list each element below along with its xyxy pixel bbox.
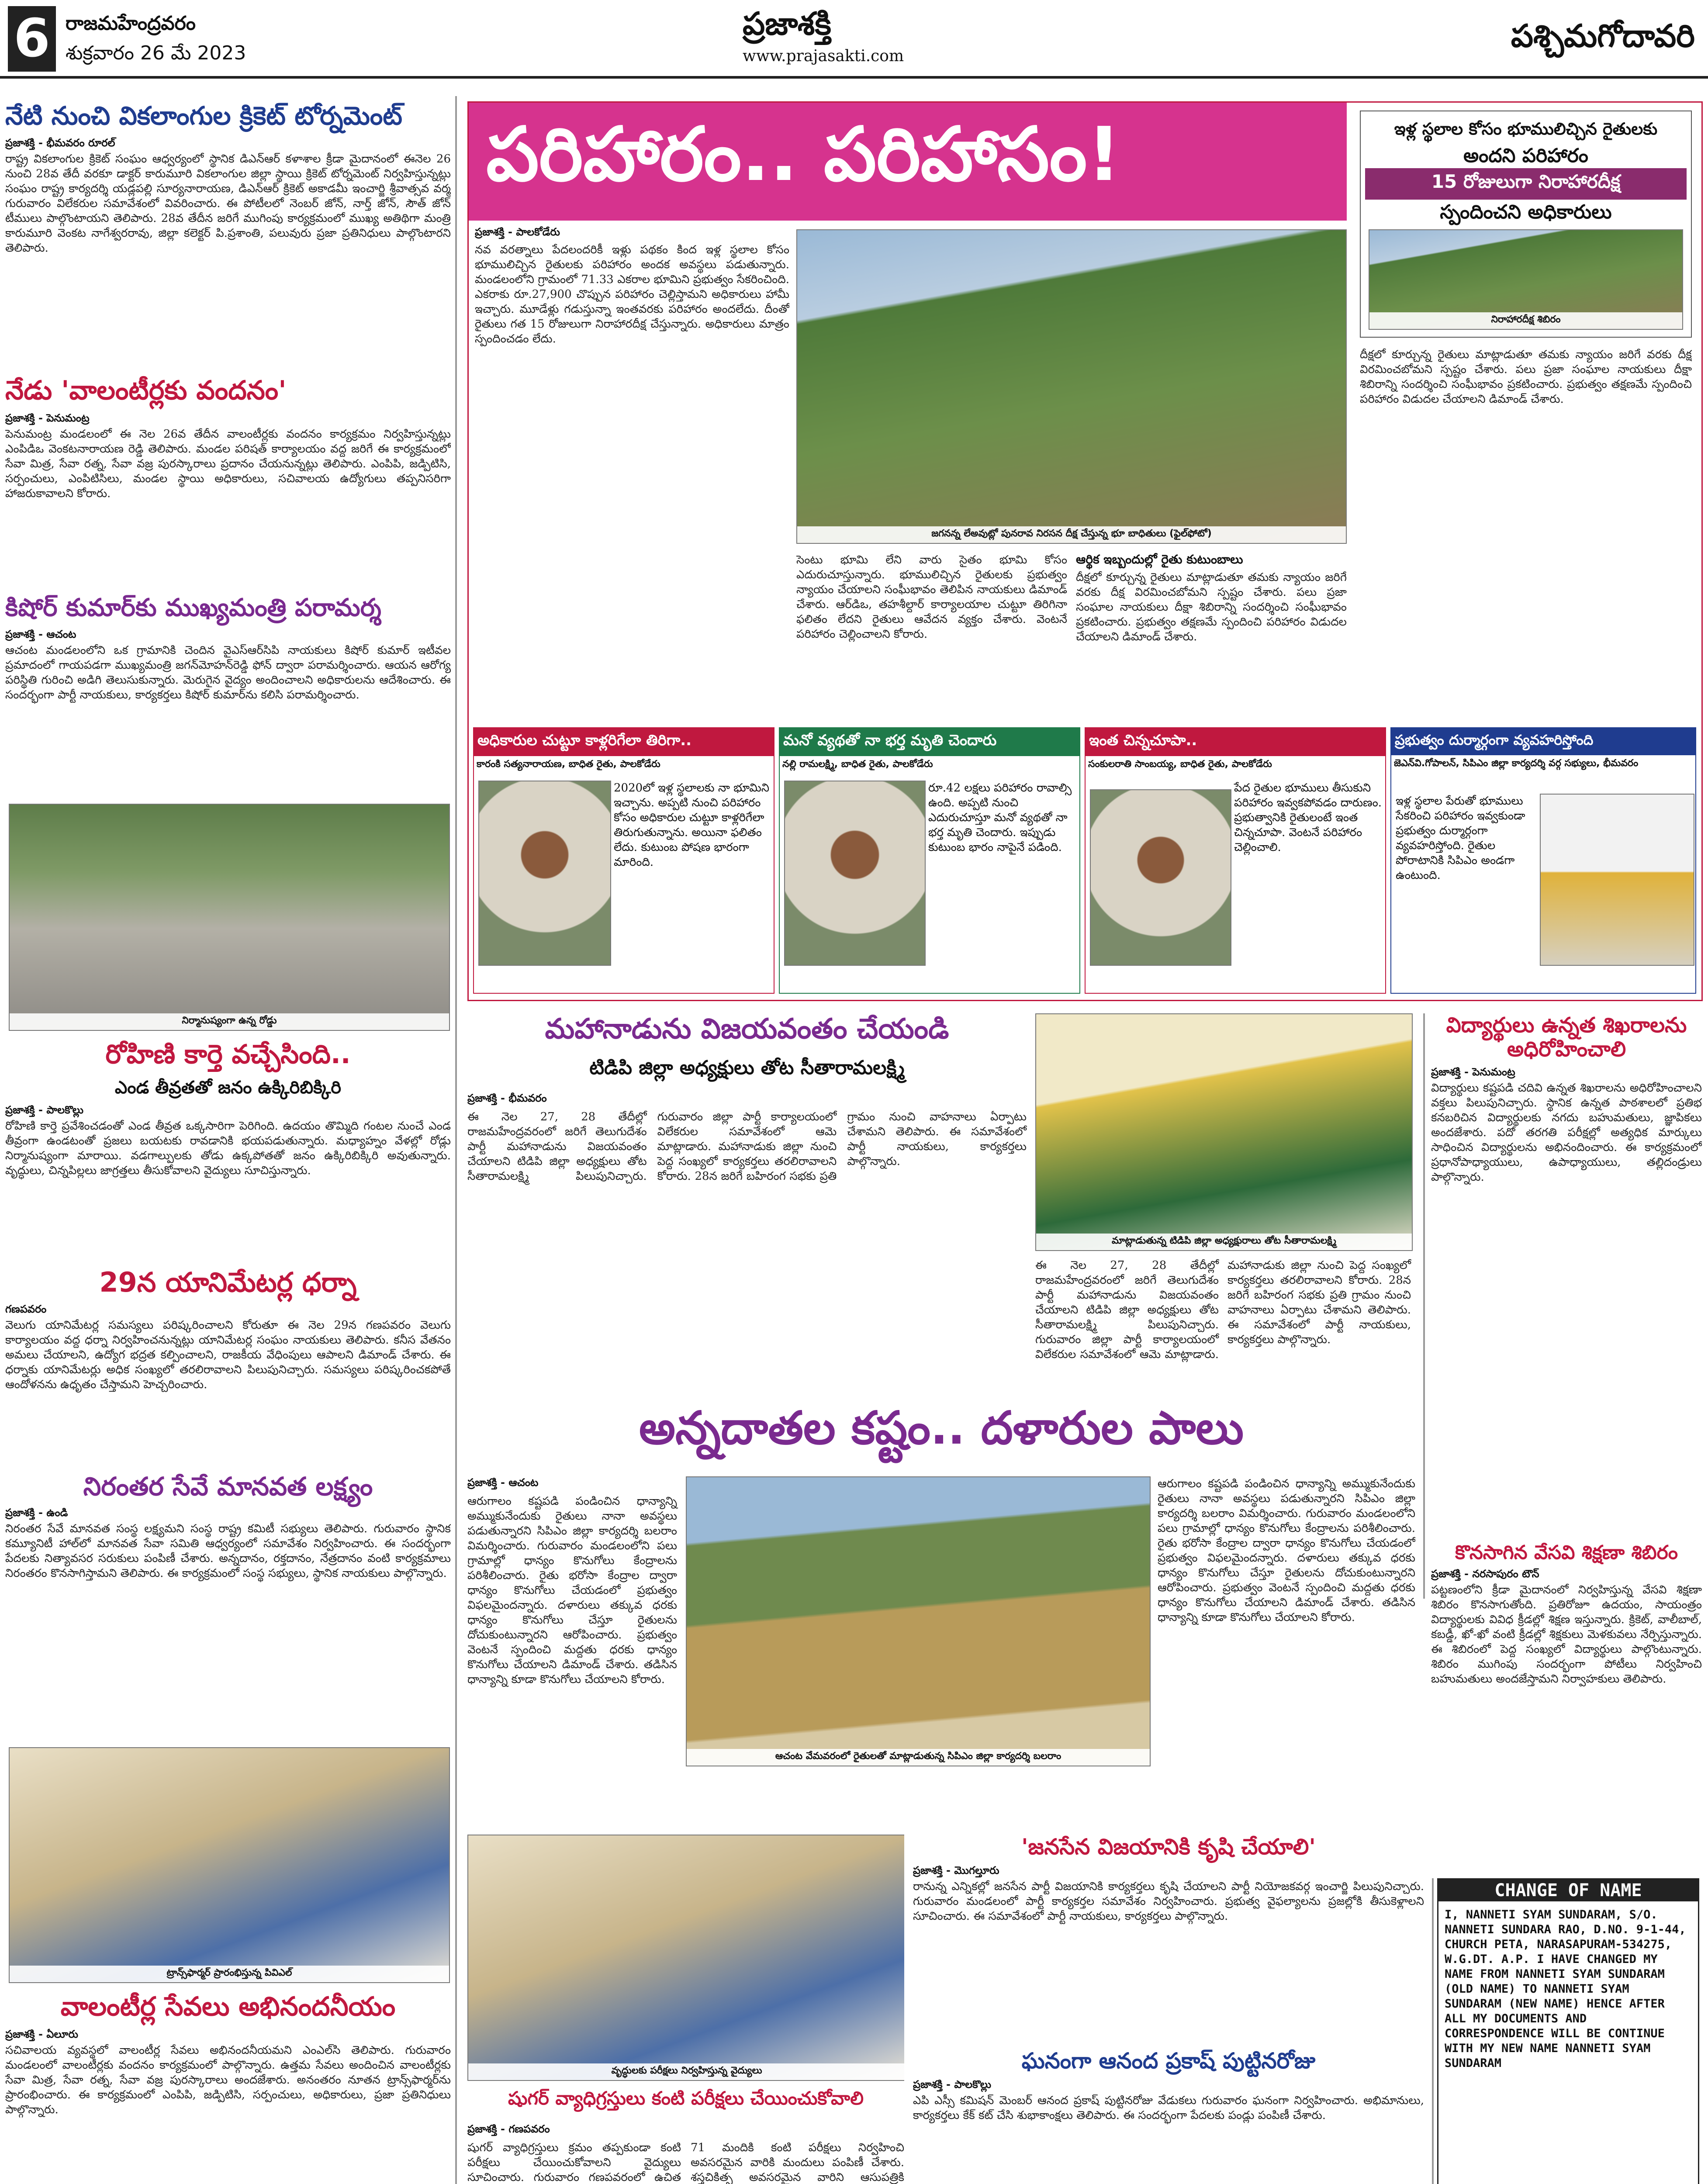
story-body: సచివాలయ వ్యవస్థలో వాలంటీర్ల సేవలు అభినందనీయమని ఎంఎల్‌సి తెలిపారు. గురువారం మండలంలో వాలంటీర్లకు వందనం కార్యక్రమంలో పాల్గొన్నారు. ఉత్తమ సేవలు అందించిన వాలంటీర్లకు సేవా మిత్ర, సేవా రత్న, సేవా వజ్ర పురస్కారాలు అందజేశారు. అనంతరం నూతన ట్రాన్స్‌ఫార్మర్‌ను ప్రారంభించారు. ఈ కార్యక్రమంలో ఎంపిపి, జడ్పిటిసి, సర్పంచులు, అధికారులు, ప్రజా ప్రతినిధులు పాల్గొన్నారు. <box>5 2044 451 2116</box>
story-body: ఆరుగాలం కష్టపడి పండించిన ధాన్యాన్ని అమ్ముకునేందుకు రైతులు నానా అవస్థలు పడుతున్నారని సిపిఎం జిల్లా కార్యదర్శి బలరాం విమర్శించారు. గురువారం మండలంలోని పలు గ్రామాల్లో ధాన్యం కొనుగోలు కేంద్రాలను పరిశీలించారు. రైతు భరోసా కేంద్రాల ద్వారా ధాన్యం కొనుగోలు చేయడంలో ప్రభుత్వం విఫలమైందన్నారు. దళారులు తక్కువ ధరకు ధాన్యం కొనుగోలు చేస్తూ రైతులను దోచుకుంటున్నారని ఆరోపించారు. ప్రభుత్వం వెంటనే స్పందించి మద్దతు ధరకు ధాన్యం కొనుగోలు చేయాలని డిమాండ్ చేశారు. తడిసిన ధాన్యాన్ని కూడా కొనుగోలు చేయాలని కోరారు. <box>467 1495 677 1686</box>
district: పశ్చిమగోదావరి <box>1511 17 1695 54</box>
page-number-box <box>8 6 56 72</box>
date: శుక్రవారం 26 మే 2023 <box>66 42 246 64</box>
story-mahanadu <box>467 1013 1415 1398</box>
transformer-photo <box>9 1747 450 1983</box>
change-of-name-notice <box>1437 1878 1699 2184</box>
story-volunteers-thanks <box>5 376 451 577</box>
dateline: ప్రజాశక్తి - ఆచంట <box>467 1476 539 1489</box>
story-body-col-1: నవ వరత్నాలు పేదలందరికీ ఇళ్లు పథకం కింద ఇళ్ల స్థలాల కోసం భూములిచ్చిన రైతులకు పరిహారం అందక అవస్థలు పడుతున్నారు. మండలంలోని గ్రామంలో 71.33 ఎకరాల భూమిని ప్రభుత్వం సేకరించింది. ఎకరాకు రూ.27,900 చొప్పున పరిహారం చెల్లిస్తామని అధికారులు హామీ ఇచ్చారు. మూడేళ్లు గడుస్తున్నా ఇంతవరకు పరిహారం అందలేదు. దీంతో రైతులు గత 15 రోజులుగా నిరాహారదీక్ష చేస్తున్నారు. అధికారులు మాత్రం స్పందించడం లేదు. <box>475 243 789 346</box>
edition: రాజమహేంద్రవరం <box>66 12 196 35</box>
notice-title: CHANGE OF NAME <box>1438 1880 1698 1901</box>
headline: 29న యానిమేటర్ల ధర్నా <box>99 1267 357 1298</box>
story-body-col-3: ఆర్థిక ఇబ్బందుల్లో రైతు కుటుంబాలు దీక్షలో కూర్చున్న రైతులు మాట్లాడుతూ తమకు న్యాయం జరిగే వరకు దీక్ష విరమించబోమని స్పష్టం చేశారు. పలు ప్రజా సంఘాల నాయకులు దీక్షా శిబిరాన్ని సందర్శించి సంఘీభావం ప్రకటించారు. ప్రభుత్వం తక్షణమే స్పందించి పరిహారం విడుదల చేయాలని డిమాండ్ చేశారు. <box>1076 553 1347 644</box>
story-body-cont: ఈ నెల 27, 28 తేదీల్లో రాజమహేంద్రవరంలో జరిగే తెలుగుదేశం పార్టీ మహానాడును విజయవంతం చేయాలని టిడిపి జిల్లా అధ్యక్షులు తోట సీతారామలక్ష్మి పిలుపునిచ్చారు. గురువారం జిల్లా పార్టీ కార్యాలయంలో విలేకరుల సమావేశంలో ఆమె మాట్లాడారు. మహానాడుకు జిల్లా నుంచి పెద్ద సంఖ్యలో కార్యకర్తలు తరలిరావాలని కోరారు. 28న జరిగే బహిరంగ సభకు ప్రతి గ్రామం నుంచి వాహనాలు ఏర్పాటు చేశామని తెలిపారు. ఈ సమావేశంలో పార్టీ నాయకులు, కార్యకర్తలు పాల్గొన్నారు. <box>1035 1259 1411 1361</box>
dateline: ప్రజాశక్తి - పెనుమంట్ర <box>5 412 90 424</box>
sidebar-box <box>1360 111 1692 338</box>
story-body: షుగర్ వ్యాధిగ్రస్తులు క్రమం తప్పకుండా కంటి పరీక్షలు చేయించుకోవాలని వైద్యులు సూచించారు. గురువారం గణపవరంలో ఉచిత 71 మందికి కంటి పరీక్షలు నిర్వహించి అవసరమైన వారికి మందులు పంపిణీ చేశారు. శస్త్రచికిత్స అవసరమైన వారిని ఆసుపత్రికి <box>467 2141 904 2184</box>
subhead: టిడిపి జిల్లా అధ్యక్షులు తోట సీతారామలక్ష్మి <box>589 1057 905 1079</box>
headline: రోహిణి కార్తె వచ్చేసింది.. <box>105 1040 351 1070</box>
headline: కొనసాగిన వేసవి శిక్షణా శిబిరం <box>1455 1542 1678 1564</box>
story-kishore <box>5 594 451 795</box>
sidebar-line-2: అందని పరిహారం <box>1463 145 1588 167</box>
column-divider <box>1432 1878 1434 2184</box>
dateline: ప్రజాశక్తి - భీమవరం <box>467 1092 547 1104</box>
feature-banner <box>469 103 1347 221</box>
story-body-cont: ఆరుగాలం కష్టపడి పండించిన ధాన్యాన్ని అమ్ముకునేందుకు రైతులు నానా అవస్థలు పడుతున్నారని సిపిఎం జిల్లా కార్యదర్శి బలరాం విమర్శించారు. గురువారం మండలంలోని పలు గ్రామాల్లో ధాన్యం కొనుగోలు కేంద్రాలను పరిశీలించారు. రైతు భరోసా కేంద్రాల ద్వారా ధాన్యం కొనుగోలు చేయడంలో ప్రభుత్వం విఫలమైందన్నారు. దళారులు తక్కువ ధరకు ధాన్యం కొనుగోలు చేస్తూ రైతులను దోచుకుంటున్నారని ఆరోపించారు. ప్రభుత్వం వెంటనే స్పందించి మద్దతు ధరకు ధాన్యం కొనుగోలు చేయాలని డిమాండ్ చేశారు. తడిసిన ధాన్యాన్ని కూడా కొనుగోలు చేయాలని కోరారు. <box>1158 1477 1415 1624</box>
dateline: ప్రజాశక్తి - ఆచంట <box>5 628 76 641</box>
hunger-strike-photo <box>796 229 1347 544</box>
quote-body: 2020లో ఇళ్ల స్థలాలకు నా భూమిని ఇచ్చాను. అప్పటి నుంచి పరిహారం కోసం అధికారుల చుట్టూ కాళ్లరిగేలా తిరుగుతున్నాను. అయినా ఫలితం లేదు. కుటుంబ పోషణ భారంగా మారింది. <box>614 781 769 869</box>
dateline: గణపవరం <box>5 1303 47 1316</box>
photo-caption: ట్రాన్స్‌ఫార్మర్ ప్రారంభిస్తున్న పివిఎల్ <box>10 1966 449 1982</box>
dateline: ప్రజాశక్తి - భీమవరం రూరల్ <box>5 136 115 149</box>
farmer-portrait <box>1090 789 1231 966</box>
story-service <box>5 1472 451 1734</box>
sub-label: ఆర్థిక ఇబ్బందుల్లో రైతు కుటుంబాలు <box>1076 553 1243 567</box>
quote-body: ఇళ్ల స్థలాల పేరుతో భూములు సేకరించి పరిహారం ఇవ్వకుండా ప్రభుత్వం దుర్మార్గంగా వ్యవహరిస్తోంది. రైతుల పోరాటానికి సిపిఎం అండగా ఉంటుంది. <box>1396 795 1525 882</box>
column-divider <box>1423 1013 1425 1599</box>
story-body: వెలుగు యానిమేటర్ల సమస్యలు పరిష్కరించాలని కోరుతూ ఈ నెల 29న గణపవరం వెలుగు కార్యాలయం వద్ద ధర్నా నిర్వహించనున్నట్లు యానిమేటర్ల సంఘం నాయకులు తెలిపారు. కనీస వేతనం అమలు చేయాలని, ఉద్యోగ భద్రత కల్పించాలని, రాజకీయ వేధింపులు ఆపాలని డిమాండ్ చేశారు. ఈ ధర్నాకు యానిమేటర్లు అధిక సంఖ్యలో తరలిరావాలని పిలుపునిచ్చారు. సమస్యలు పరిష్కరించకపోతే ఆందోళనను ఉధృతం చేస్తామని హెచ్చరించారు. <box>5 1319 451 1392</box>
quote-title: అధికారుల చుట్టూ కాళ్లరిగేలా తిరిగా.. <box>474 728 774 756</box>
quote-name: నల్లి రామలక్ష్మి, బాధిత రైతు, పాలకోడేరు <box>782 759 933 770</box>
photo-caption: జగనన్న లేఅవుట్లో పునరావ నిరసన దీక్ష చేస్తున్న భూ బాధితులు (ఫైల్‌ఫోటో) <box>797 526 1346 543</box>
sidebar-line-4: స్పందించని అధికారులు <box>1440 201 1612 223</box>
column-divider <box>455 96 457 2184</box>
story-annadata <box>467 1402 1415 1830</box>
quote-box-2 <box>779 727 1080 994</box>
story-body: రోహిణి కార్తె ప్రవేశించడంతో ఎండ తీవ్రత ఒక్కసారిగా పెరిగింది. ఉదయం తొమ్మిది గంటల నుంచే ఎండ తీవ్రంగా ఉండటంతో ప్రజలు బయటకు రావడానికి భయపడుతున్నారు. మధ్యాహ్నం వేళల్లో రోడ్లు నిర్మానుష్యంగా మారాయి. వడగాల్పులకు తోడు ఉక్కపోతతో జనం ఉక్కిరిబిక్కిరి అవుతున్నారు. వృద్ధులు, చిన్నపిల్లలు జాగ్రత్తలు తీసుకోవాలని వైద్యులు సూచిస్తున్నారు. <box>5 1120 451 1177</box>
headline: నేడు 'వాలంటీర్లకు వందనం' <box>5 376 287 406</box>
mahanadu-photo <box>1035 1013 1413 1251</box>
sidebar-photo <box>1369 229 1683 330</box>
quote-body: రూ.42 లక్షలు పరిహారం రావాల్సి ఉంది. అప్పటి నుంచి ఎదురుచూస్తూ మనో వ్యథతో నా భర్త మృతి చెందారు. ఇప్పుడు కుటుంబ భారం నాపైనే పడింది. <box>928 781 1072 854</box>
photo-caption: నిరాహారదీక్ష శిబిరం <box>1369 312 1682 329</box>
website: www.prajasakti.com <box>743 47 904 65</box>
headline: పరిహారం.. పరిహాసం! <box>486 111 1121 198</box>
story-body-col-2: సెంటు భూమి లేని వారు సైతం భూమి కోసం ఎదురుచూస్తున్నారు. భూములిచ్చిన రైతులకు ప్రభుత్వం న్యాయం చేయాలని సంఘీభావం తెలిపిన నాయకులు డిమాండ్ చేశారు. ఆర్‌డిఒ, తహశీల్దార్ కార్యాలయాల చుట్టూ తిరిగినా ఫలితం లేదని రైతులు ఆవేదన వ్యక్తం చేశారు. వెంటనే పరిహారం చెల్లించాలని కోరారు. <box>796 553 1067 641</box>
dateline: ప్రజాశక్తి - గణపవరం <box>467 2123 550 2135</box>
story-birthday <box>913 2049 1424 2184</box>
story-body: ఆచంట మండలంలోని ఒక గ్రామానికి చెందిన వైఎస్‌ఆర్‌సిపి నాయకులు కిషోర్ కుమార్ ఇటీవల ప్రమాదంలో గాయపడగా ముఖ్యమంత్రి జగన్‌మోహన్‌రెడ్డి ఫోన్ ద్వారా పరామర్శించారు. ఆయన ఆరోగ్య పరిస్థితి గురించి అడిగి తెలుసుకున్నారు. మెరుగైన వైద్యం అందించాలని అధికారులను ఆదేశించారు. ఈ సందర్భంగా పార్టీ నాయకులు, కార్యకర్తలు కిషోర్ కుమార్‌ను కలిసి పరామర్శించారు. <box>5 644 451 702</box>
headline: వాలంటీర్ల సేవలు అభినందనీయం <box>60 1992 396 2022</box>
story-body: ఎపి ఎస్సీ కమిషన్ మెంబర్ ఆనంద ప్రకాష్ పుట్టినరోజు వేడుకలు గురువారం ఘనంగా నిర్వహించారు. అభిమానులు, కార్యకర్తలు కేక్ కట్ చేసి శుభాకాంక్షలు తెలిపారు. ఈ సందర్భంగా పేదలకు పండ్లు పంపిణీ చేశారు. <box>913 2094 1424 2122</box>
page-number: 6 <box>14 8 50 69</box>
leader-photo <box>1540 794 1694 966</box>
headline: నిరంతర సేవే మానవత లక్ష్యం <box>83 1472 373 1501</box>
dateline: ప్రజాశక్తి - పాలకొల్లు <box>913 2078 992 2091</box>
story-rohini <box>5 1040 451 1258</box>
masthead <box>0 0 1708 79</box>
story-body-col-4: దీక్షలో కూర్చున్న రైతులు మాట్లాడుతూ తమకు న్యాయం జరిగే వరకు దీక్ష విరమించబోమని స్పష్టం చేశారు. పలు ప్రజా సంఘాల నాయకులు దీక్షా శిబిరాన్ని సందర్శించి సంఘీభావం ప్రకటించారు. ప్రభుత్వం తక్షణమే స్పందించి పరిహారం విడుదల చేయాలని డిమాండ్ చేశారు. <box>1360 348 1692 406</box>
headline: విద్యార్థులు ఉన్నత శిఖరాలను అధిరోహించాలి <box>1446 1013 1687 1062</box>
story-body: పెనుమంట్ర మండలంలో ఈ నెల 26వ తేదీన వాలంటీర్లకు వందనం కార్యక్రమం నిర్వహిస్తున్నట్లు ఎంపిడిఒ వెంకటనారాయణ రెడ్డి తెలిపారు. మండల పరిషత్ కార్యాలయం వద్ద జరిగే ఈ కార్యక్రమంలో సేవా మిత్ర, సేవా రత్న, సేవా వజ్ర పురస్కారాలు ప్రదానం చేయనున్నట్లు తెలిపారు. ఎంపిపి, జడ్పిటిసి, సర్పంచులు, ఎంపిటిసిలు, మండల స్థాయి అధికారులు, సచివాలయ ఉద్యోగులు తప్పనిసరిగా హాజరుకావాలని కోరారు. <box>5 428 451 500</box>
headline: కిషోర్ కుమార్‌కు ముఖ్యమంత్రి పరామర్శ <box>5 594 381 622</box>
story-students <box>1431 1013 1702 1538</box>
farmer-portrait <box>478 781 611 966</box>
story-sports-camp <box>1431 1542 1702 1865</box>
quote-name: కారంకి సత్యనారాయణ, బాధిత రైతు, పాలకోడేరు <box>477 759 660 770</box>
photo-caption: మాట్లాడుతున్న టిడిపి జిల్లా అధ్యక్షురాలు తోట సీతారామలక్ష్మి <box>1036 1234 1412 1250</box>
quote-box-3 <box>1085 727 1386 994</box>
story-eye-camp <box>467 1835 904 2184</box>
headline: అన్నదాతల కష్టం.. దళారుల పాలు <box>639 1402 1244 1455</box>
dateline: ప్రజాశక్తి - ఉండి <box>5 1506 68 1519</box>
dateline: ప్రజాశక్తి - పాలకోడేరు <box>475 226 560 238</box>
dateline: ప్రజాశక్తి - ఏలూరు <box>5 2028 78 2040</box>
dateline: ప్రజాశక్తి - మొగల్తూరు <box>913 1864 999 1876</box>
dateline: ప్రజాశక్తి - పెనుమంట్ర <box>1431 1066 1515 1078</box>
eye-camp-photo <box>467 1835 904 2081</box>
subhead: ఎండ తీవ్రతతో జనం ఉక్కిరిబిక్కిరి <box>114 1078 342 1098</box>
photo-caption: ఆచంట వేమవరంలో రైతులతో మాట్లాడుతున్న సిపిఎం జిల్లా కార్యదర్శి బలరాం <box>687 1749 1150 1766</box>
headline: షుగర్ వ్యాధిగ్రస్తులు కంటి పరీక్షలు చేయించుకోవాలి <box>508 2087 864 2109</box>
headline: ఘనంగా ఆనంద ప్రకాష్ పుట్టినరోజు <box>1021 2049 1316 2073</box>
photo-caption: నిర్మానుష్యంగా ఉన్న రోడ్డు <box>10 1013 449 1030</box>
headline: మహానాడును విజయవంతం చేయండి <box>545 1013 949 1045</box>
quote-box-1 <box>473 727 774 994</box>
quote-title: ఇంత చిన్నచూపా.. <box>1086 728 1385 756</box>
story-body: ఈ నెల 27, 28 తేదీల్లో రాజమహేంద్రవరంలో జరిగే తెలుగుదేశం పార్టీ మహానాడును విజయవంతం చేయాలని టిడిపి జిల్లా అధ్యక్షులు తోట సీతారామలక్ష్మి పిలుపునిచ్చారు. గురువారం జిల్లా పార్టీ కార్యాలయంలో విలేకరుల సమావేశంలో ఆమె మాట్లాడారు. మహానాడుకు జిల్లా నుంచి పెద్ద సంఖ్యలో కార్యకర్తలు తరలిరావాలని కోరారు. 28న జరిగే బహిరంగ సభకు ప్రతి గ్రామం నుంచి వాహనాలు ఏర్పాటు చేశామని తెలిపారు. ఈ సమావేశంలో పార్టీ నాయకులు, కార్యకర్తలు పాల్గొన్నారు. <box>467 1110 1027 1183</box>
story-body: పట్టణంలోని క్రీడా మైదానంలో నిర్వహిస్తున్న వేసవి శిక్షణా శిబిరం కొనసాగుతోంది. ప్రతిరోజూ ఉదయం, సాయంత్రం విద్యార్థులకు వివిధ క్రీడల్లో శిక్షణ ఇస్తున్నారు. క్రికెట్, వాలీబాల్, కబడ్డీ, ఖో-ఖో వంటి క్రీడల్లో శిక్షకులు మెళకువలు నేర్పిస్తున్నారు. ఈ శిబిరంలో పెద్ద సంఖ్యలో విద్యార్థులు పాల్గొంటున్నారు. శిబిరం ముగింపు సందర్భంగా పోటీలు నిర్వహించి బహుమతులు అందజేస్తామని నిర్వాహకులు తెలిపారు. <box>1431 1583 1702 1686</box>
story-body: రానున్న ఎన్నికల్లో జనసేన పార్టీ విజయానికి కార్యకర్తలు కృషి చేయాలని పార్టీ నియోజకవర్గ ఇంచార్జి పిలుపునిచ్చారు. గురువారం మండలంలో పార్టీ కార్యకర్తల సమావేశం నిర్వహించారు. ప్రభుత్వ వైఫల్యాలను ప్రజల్లోకి తీసుకెళ్లాలని సూచించారు. ఈ సమావేశంలో పార్టీ నాయకులు, కార్యకర్తలు పాల్గొన్నారు. <box>913 1880 1424 1923</box>
story-cricket <box>5 101 451 289</box>
feature-parihaaram <box>467 101 1703 1001</box>
headline: నేటి నుంచి వికలాంగుల క్రికెట్ టోర్నమెంట్ <box>5 101 403 131</box>
sidebar-line-1: ఇళ్ల స్థలాల కోసం భూములిచ్చిన రైతులకు <box>1394 119 1658 138</box>
quote-title: మనో వ్యథతో నా భర్త మృతి చెందారు <box>780 728 1079 756</box>
dateline: ప్రజాశక్తి - పాలకొల్లు <box>5 1104 84 1116</box>
story-volunteer-services <box>5 1992 451 2184</box>
story-body: రాష్ట్ర వికలాంగుల క్రికెట్ సంఘం ఆధ్వర్యంలో స్థానిక డిఎన్ఆర్ కళాశాల క్రీడా మైదానంలో ఈనెల 26 నుంచి 28వ తేదీ వరకూ డాక్టర్ కారుమూరి వికలాంగుల జిల్లా స్థాయి క్రికెట్ టోర్నమెంట్ నిర్వహిస్తున్నట్లు సంఘం రాష్ట్ర కార్యదర్శి యడ్లపల్లి సూర్యనారాయణ, డిఎన్ఆర్ క్రికెట్ అకాడమీ ఇంచార్జి శ్రీవాత్సవ వర్మ గురువారం విలేకరుల సమావేశంలో వివరించారు. ఈ పోటీలలో నెంబర్ జోన్, నార్త్ జోన్, సౌత్ జోన్ టీములు పాల్గొంటాయని తెలిపారు. 28వ తేదీన జరిగే ముగింపు కార్యక్రమంలో ముఖ్య అతిథిగా మంత్రి కారుమూరి వెంకట నాగేశ్వరరావు, జిల్లా కలెక్టర్ పి.ప్రశాంతి, పలువురు ప్రజా ప్రతినిధులు పాల్గొంటారని తెలిపారు. <box>5 152 451 255</box>
quote-name: సంకులరాతి సాంబయ్య, బాధిత రైతు, పాలకోడేరు <box>1088 759 1272 770</box>
farmer-portrait <box>784 781 926 966</box>
story-body: విద్యార్థులు కష్టపడి చదివి ఉన్నత శిఖరాలను అధిరోహించాలని వక్తలు పిలుపునిచ్చారు. స్థానిక ఉన్నత పాఠశాలలో ప్రతిభ కనబరిచిన విద్యార్థులకు నగదు బహుమతులు, జ్ఞాపికలు అందజేశారు. పదో తరగతి పరీక్షల్లో అత్యధిక మార్కులు సాధించిన విద్యార్థులను అభినందించారు. ఈ కార్యక్రమంలో ప్రధానోపాధ్యాయులు, ఉపాధ్యాయులు, తల్లిదండ్రులు పాల్గొన్నారు. <box>1431 1082 1702 1184</box>
story-body: నిరంతర సేవే మానవత సంస్థ లక్ష్యమని సంస్థ రాష్ట్ర కమిటీ సభ్యులు తెలిపారు. గురువారం స్థానిక కమ్యూనిటీ హాల్‌లో మానవత సేవా సమితి ఆధ్వర్యంలో సమావేశం నిర్వహించారు. ఈ సందర్భంగా పేదలకు నిత్యావసర సరుకులు పంపిణీ చేశారు. అన్నదానం, రక్తదానం, నేత్రదానం వంటి కార్యక్రమాలు నిరంతరం కొనసాగిస్తామని తెలిపారు. ఈ కార్యక్రమంలో సంస్థ సభ్యులు, స్థానిక నాయకులు పాల్గొన్నారు. <box>5 1522 451 1580</box>
headline: 'జనసేన విజయానికి కృషి చేయాలి' <box>1021 1835 1316 1859</box>
story-dharna <box>5 1267 451 1459</box>
quote-body: పేద రైతుల భూములు తీసుకుని పరిహారం ఇవ్వకపోవడం దారుణం. ప్రభుత్వానికి రైతులంటే ఇంత చిన్నచూపా. వెంటనే పరిహారం చెల్లించాలి. <box>1234 781 1382 854</box>
dateline: ప్రజాశక్తి - నరసాపురం టౌన్ <box>1431 1567 1539 1580</box>
paper-name: ప్రజాశక్తి <box>743 5 831 42</box>
farmers-photo <box>686 1476 1151 1766</box>
quote-name: జెఎన్‌వి.గోపాలన్, సిపిఎం జిల్లా కార్యదర్శి వర్గ సభ్యులు, భీమవరం <box>1394 758 1639 769</box>
sidebar-line-3: 15 రోజులుగా నిరాహారదీక్ష <box>1365 168 1687 200</box>
photo-caption: వృద్ధులకు పరీక్షలు నిర్వహిస్తున్న వైద్యులు <box>468 2063 904 2080</box>
quote-title: ప్రభుత్వం దుర్మార్గంగా వ్యవహరిస్తోంది <box>1391 728 1695 755</box>
notice-body: I, NANNETI SYAM SUNDARAM, S/O. NANNETI SUNDARA RAO, D.NO. 9-1-44, CHURCH PETA, NARASAPURAM-534275, W.G.DT. A.P. I HAVE CHANGED MY NAME FROM NANNETI SYAM SUNDARAM (OLD NAME) TO NANNETI SYAM SUNDARAM (NEW NAME) HENCE AFTER ALL MY DOCUMENTS AND CORRESPONDENCE WILL BE CONTINUE WITH MY NEW NAME NANNETI SYAM SUNDARAM <box>1445 1908 1686 2070</box>
quote-box-4 <box>1390 727 1696 994</box>
road-photo <box>9 804 450 1031</box>
story-janasena <box>913 1835 1424 2044</box>
